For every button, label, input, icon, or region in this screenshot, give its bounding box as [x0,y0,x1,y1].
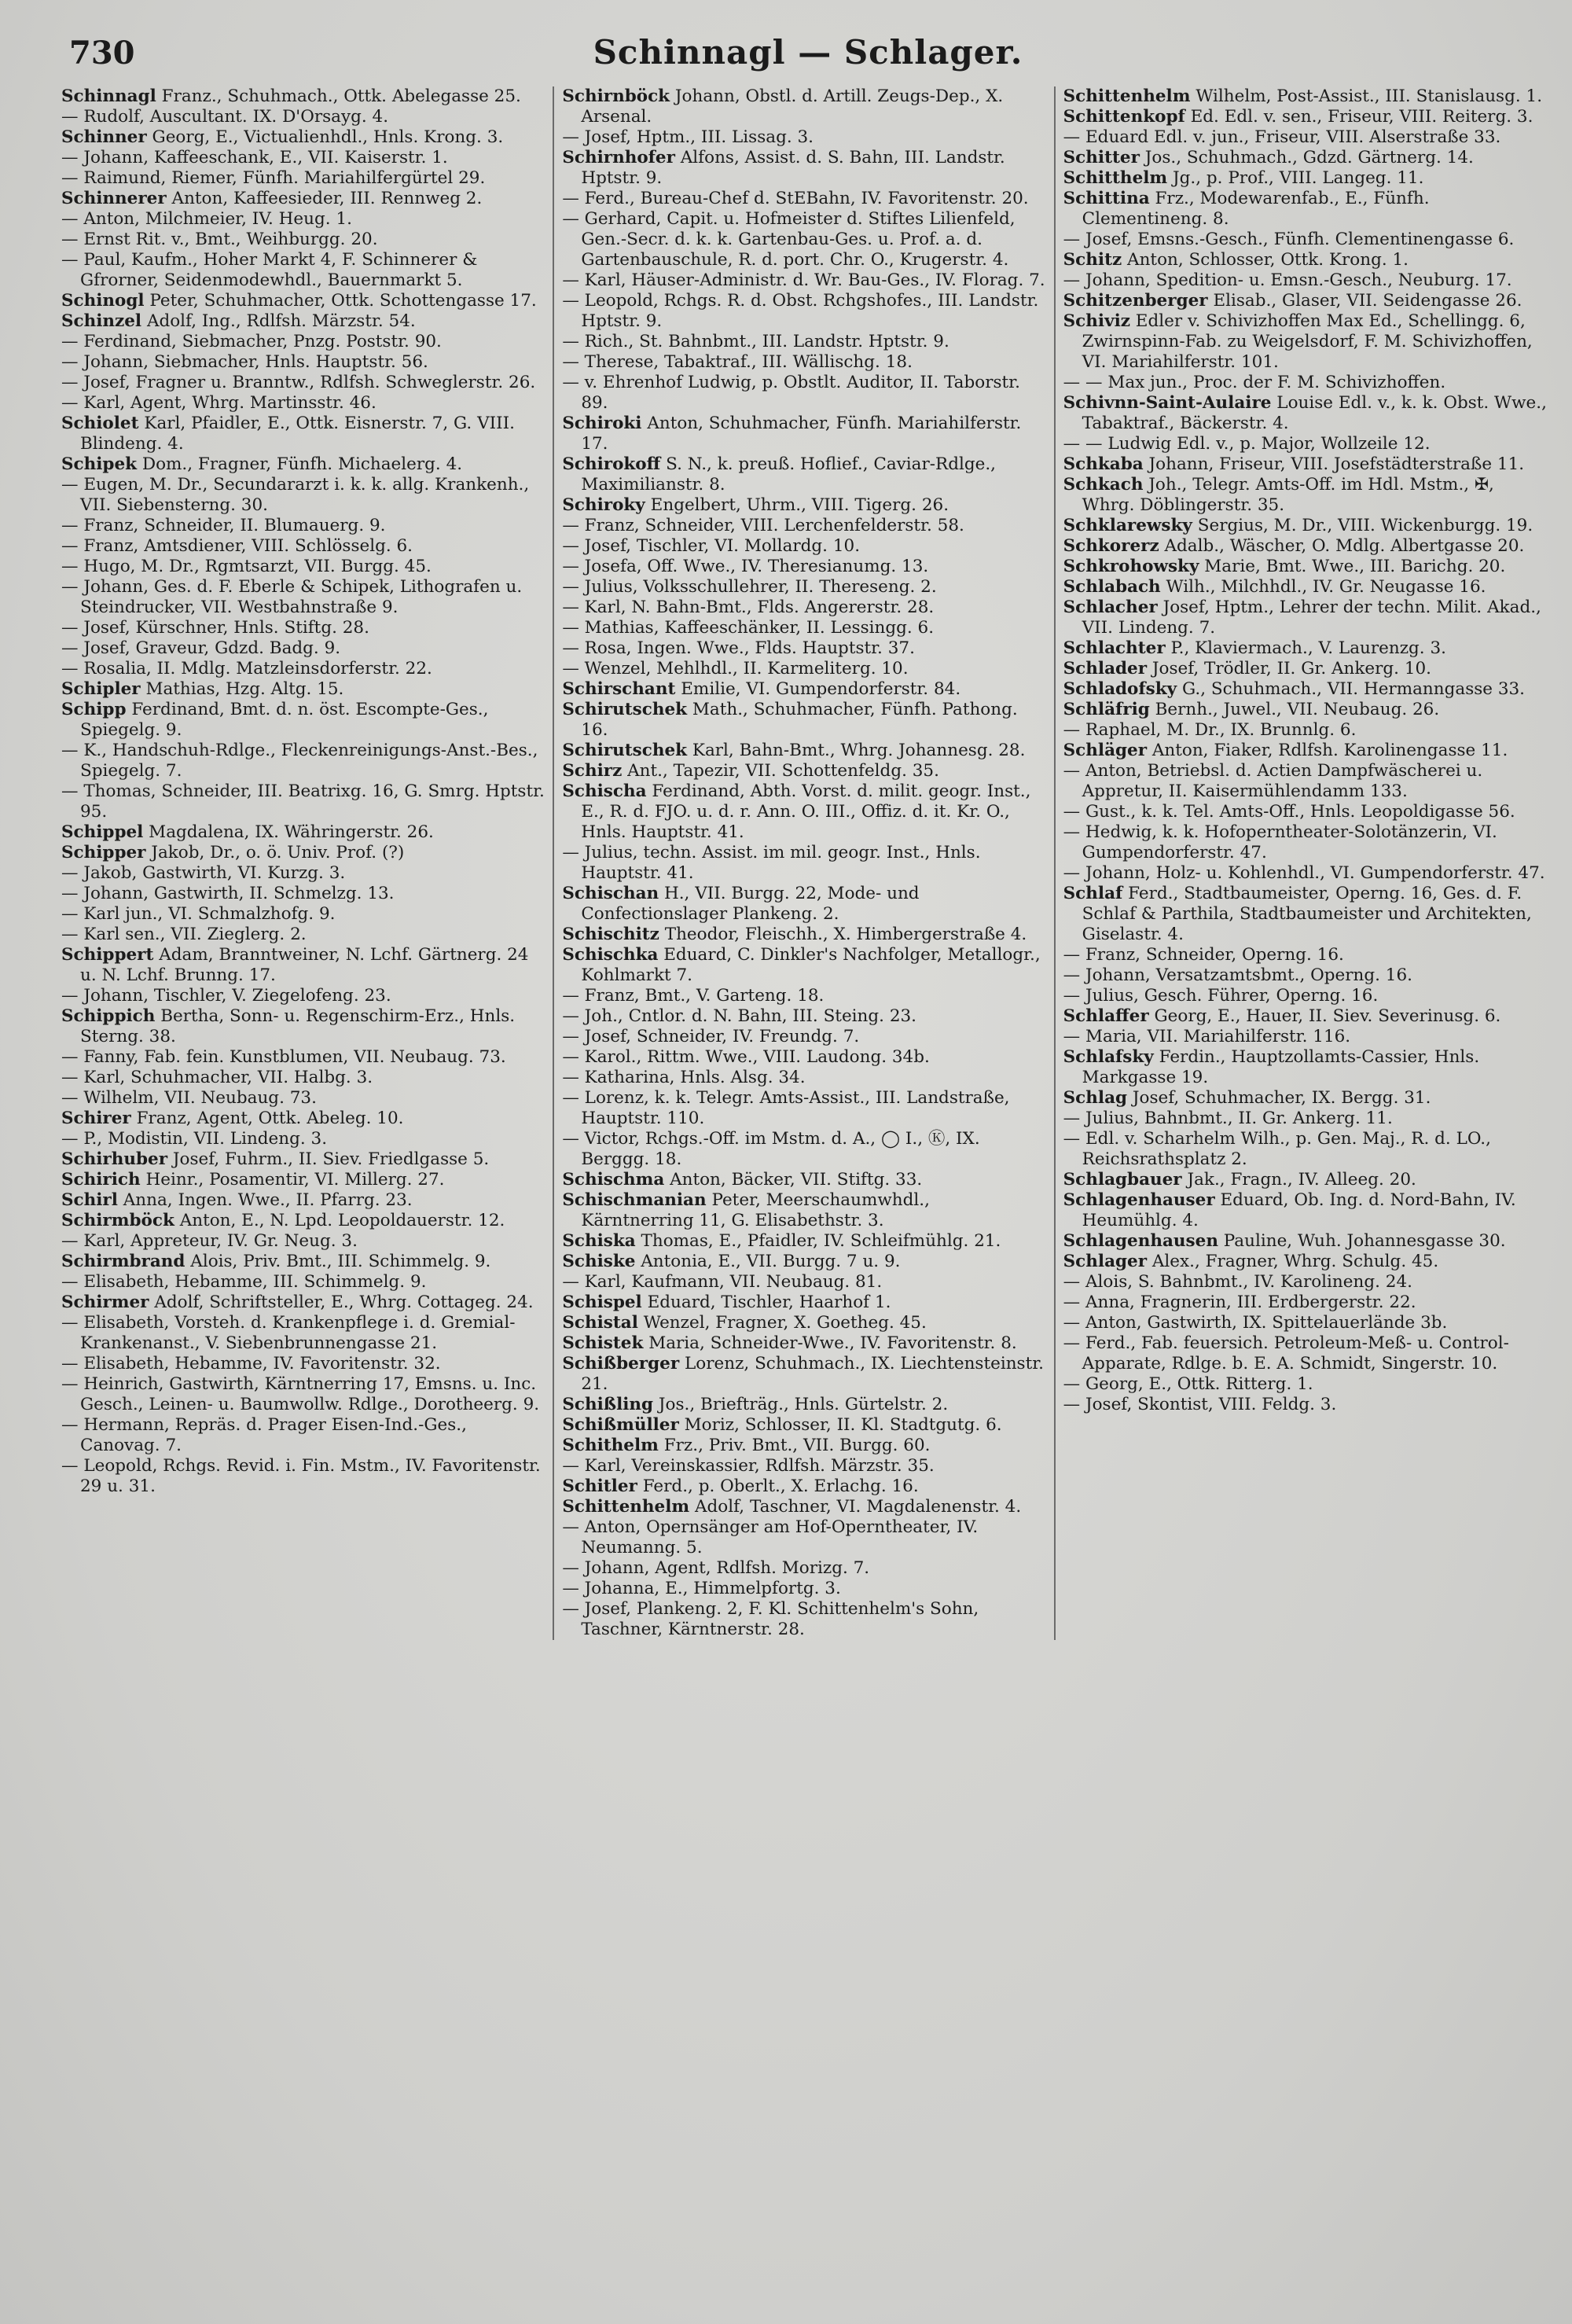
directory-entry: Schitler Ferd., p. Oberlt., X. Erlachg. 16. [562,1476,919,1496]
directory-entry: — Paul, Kaufm., Hoher Markt 4, F. Schinnerer & Gfrorner, Seidenmodewhdl., Bauernmarkt 5. [61,250,478,290]
directory-entry: Schlag Josef, Schuhmacher, IX. Bergg. 31. [1063,1088,1431,1108]
directory-entry: — Franz, Bmt., V. Garteng. 18. [562,986,825,1006]
directory-entry: Schittenkopf Ed. Edl. v. sen., Friseur, VIII. Reiterg. 3. [1063,107,1533,127]
directory-entry: — Karol., Rittm. Wwe., VIII. Laudong. 34b. [562,1047,930,1067]
directory-entry: — Karl, Häuser-Administr. d. Wr. Bau-Ges., IV. Florag. 7. [562,270,1045,290]
directory-entry: — Katharina, Hnls. Alsg. 34. [562,1068,806,1087]
directory-entry: Schiska Thomas, E., Pfaidler, IV. Schleifmühlg. 21. [562,1231,1001,1251]
directory-entry: — Karl sen., VII. Zieglerg. 2. [61,925,307,944]
directory-entry: — Hugo, M. Dr., Rgmtsarzt, VII. Burgg. 45. [61,557,432,576]
directory-entry: — Julius, techn. Assist. im mil. geogr. Inst., Hnls. Hauptstr. 41. [562,843,981,883]
directory-entry: — Franz, Amtsdiener, VIII. Schlösselg. 6. [61,536,413,556]
directory-entry: — Franz, Schneider, Operng. 16. [1063,945,1344,965]
directory-entry: — Georg, E., Ottk. Ritterg. 1. [1063,1374,1313,1394]
directory-entry: — Ferd., Fab. feuersich. Petroleum-Meß- u. Control-Apparate, Rdlge. b. E. A. Schmidt, Singerstr. 10. [1063,1333,1509,1373]
directory-entry: — Ernst Rit. v., Bmt., Weihburgg. 20. [61,230,378,249]
directory-entry: Schischan H., VII. Burgg. 22, Mode- und Confectionslager Plankeng. 2. [562,884,920,924]
directory-entry: Schirokoff S. N., k. preuß. Hoflief., Caviar-Rdlge., Maximilianstr. 8. [562,454,997,495]
directory-entry: Schirmbrand Alois, Priv. Bmt., III. Schimmelg. 9. [61,1252,491,1271]
directory-entry: — Rudolf, Auscultant. IX. D'Orsayg. 4. [61,107,389,127]
directory-entry: Schinnagl Franz., Schuhmach., Ottk. Abelegasse 25. [61,86,521,106]
directory-entry: — Anton, Gastwirth, IX. Spittelauerlände 3b. [1063,1313,1448,1333]
directory-entry: Schläfrig Bernh., Juwel., VII. Neubaug. 26. [1063,700,1440,719]
column-2 [562,86,1055,1640]
directory-entry: — Eugen, M. Dr., Secundararzt i. k. k. allg. Krankenh., VII. Siebensterng. 30. [61,475,530,515]
directory-entry: Schirnböck Johann, Obstl. d. Artill. Zeugs-Dep., X. Arsenal. [562,86,1004,127]
directory-entry: — Karl, N. Bahn-Bmt., Flds. Angererstr. 28. [562,598,935,617]
directory-entry: — Josef, Graveur, Gdzd. Badg. 9. [61,638,341,658]
directory-entry: — — Ludwig Edl. v., p. Major, Wollzeile 12. [1063,434,1431,454]
directory-entry: Schipek Dom., Fragner, Fünfh. Michaelerg. 4. [61,454,463,474]
directory-entry: — Karl, Vereinskassier, Rdlfsh. Märzstr. 35. [562,1456,935,1476]
directory-entry: — Victor, Rchgs.-Off. im Mstm. d. A., ◯ I., Ⓚ, IX. Berggg. 18. [562,1129,980,1169]
directory-entry: — Johann, Siebmacher, Hnls. Hauptstr. 56. [61,352,428,372]
directory-entry: Schkach Joh., Telegr. Amts-Off. im Hdl. Mstm., ✠, Whrg. Döblingerstr. 35. [1063,475,1494,515]
directory-entry: — Josef, Hptm., III. Lissag. 3. [562,127,814,147]
directory-entry: — Raimund, Riemer, Fünfh. Mariahilfergürtel 29. [61,168,486,188]
directory-entry: — Heinrich, Gastwirth, Kärntnerring 17, Emsns. u. Inc. Gesch., Leinen- u. Baumwollw. Rdlge., Dorotheerg. 9. [61,1374,540,1414]
directory-entry: Schlaf Ferd., Stadtbaumeister, Operng. 16, Ges. d. F. Schlaf & Parthila, Stadtbaumeister und Architekten, Giselastr. 4. [1063,884,1532,944]
page-number: 730 [69,35,135,72]
page-header [61,30,1555,86]
directory-entry: Schittenhelm Wilhelm, Post-Assist., III. Stanislausg. 1. [1063,86,1543,106]
directory-entry: — v. Ehrenhof Ludwig, p. Obstlt. Auditor, II. Taborstr. 89. [562,373,1020,413]
directory-entry: — Karl, Agent, Whrg. Martinsstr. 46. [61,393,376,413]
directory-entry: Schlachter P., Klaviermach., V. Laurenzg. 3. [1063,638,1446,658]
directory-entry: Schkorerz Adalb., Wäscher, O. Mdlg. Albertgasse 20. [1063,536,1525,556]
directory-entry: — Hedwig, k. k. Hofoperntheater-Solotänzerin, VI. Gumpendorferstr. 47. [1063,822,1497,862]
directory-entry: Schirutschek Karl, Bahn-Bmt., Whrg. Johannesg. 28. [562,741,1026,760]
directory-entry: Schitz Anton, Schlosser, Ottk. Krong. 1. [1063,250,1409,270]
directory-entry: — Joh., Cntlor. d. N. Bahn, III. Steing. 23. [562,1006,917,1026]
directory-entry: — Josefa, Off. Wwe., IV. Theresianumg. 13. [562,557,929,576]
directory-entry: — Wilhelm, VII. Neubaug. 73. [61,1088,317,1108]
directory-entry: Schinnerer Anton, Kaffeesieder, III. Rennweg 2. [61,189,483,208]
directory-entry: — Franz, Schneider, VIII. Lerchenfelderstr. 58. [562,516,964,535]
directory-entry: — Josef, Fragner u. Branntw., Rdlfsh. Schweglerstr. 26. [61,373,536,392]
directory-entry: Schißberger Lorenz, Schuhmach., IX. Liechtensteinstr. 21. [562,1354,1044,1394]
directory-entry: — Josef, Tischler, VI. Mollardg. 10. [562,536,861,556]
directory-entry: Schischitz Theodor, Fleischh., X. Himbergerstraße 4. [562,925,1027,944]
directory-entry: — — Max jun., Proc. der F. M. Schivizhoffen. [1063,373,1446,392]
directory-entry: — Ferdinand, Siebmacher, Pnzg. Poststr. 90. [61,332,442,351]
directory-entry: Schirich Heinr., Posamentir, VI. Millerg. 27. [61,1170,445,1190]
directory-entry: Schistek Maria, Schneider-Wwe., IV. Favoritenstr. 8. [562,1333,1017,1353]
directory-entry: Schiske Antonia, E., VII. Burgg. 7 u. 9. [562,1252,901,1271]
directory-entry: — Johanna, E., Himmelpfortg. 3. [562,1579,841,1598]
directory-entry: Schischa Ferdinand, Abth. Vorst. d. milit. geogr. Inst., E., R. d. FJO. u. d. r. Ann. O. III., Offiz. d. it. Kr. O., Hnls. Hauptstr. 41. [562,781,1031,842]
directory-entry: — Karl jun., VI. Schmalzhofg. 9. [61,904,336,924]
directory-entry: — Johann, Gastwirth, II. Schmelzg. 13. [61,884,395,903]
directory-entry: Schirl Anna, Ingen. Wwe., II. Pfarrg. 23. [61,1190,413,1210]
directory-entry: — Eduard Edl. v. jun., Friseur, VIII. Alserstraße 33. [1063,127,1501,147]
directory-entry: Schißling Jos., Briefträg., Hnls. Gürtelstr. 2. [562,1395,949,1414]
directory-entry: Schittenhelm Adolf, Taschner, VI. Magdalenenstr. 4. [562,1497,1022,1517]
directory-entry: — Johann, Versatzamtsbmt., Operng. 16. [1063,965,1412,985]
directory-entry: — Rosa, Ingen. Wwe., Flds. Hauptstr. 37. [562,638,915,658]
directory-entry: — Rich., St. Bahnbmt., III. Landstr. Hptstr. 9. [562,332,949,351]
directory-entry: — Josef, Kürschner, Hnls. Stiftg. 28. [61,618,369,638]
directory-entry: Schlager Alex., Fragner, Whrg. Schulg. 45. [1063,1252,1439,1271]
directory-entry: Schiroki Anton, Schuhmacher, Fünfh. Mariahilferstr. 17. [562,414,1022,454]
directory-entry: Schlafsky Ferdin., Hauptzollamts-Cassier, Hnls. Markgasse 19. [1063,1047,1480,1087]
directory-entry: Schitter Jos., Schuhmach., Gdzd. Gärtnerg. 14. [1063,148,1474,167]
directory-entry: Schirz Ant., Tapezir, VII. Schottenfeldg. 35. [562,761,939,781]
directory-entry: Schipper Jakob, Dr., o. ö. Univ. Prof. (?) [61,843,405,862]
directory-entry: Schittina Frz., Modewarenfab., E., Fünfh. Clementineng. 8. [1063,189,1430,229]
directory-entry: — Josef, Skontist, VIII. Feldg. 3. [1063,1395,1337,1414]
directory-entry: — Franz, Schneider, II. Blumauerg. 9. [61,516,386,535]
directory-entry: Schipp Ferdinand, Bmt. d. n. öst. Escompte-Ges., Spiegelg. 9. [61,700,489,740]
directory-entry: — Fanny, Fab. fein. Kunstblumen, VII. Neubaug. 73. [61,1047,506,1067]
directory-entry: — Anton, Betriebsl. d. Actien Dampfwäscherei u. Appretur, II. Kaisermühlendamm 133. [1063,761,1483,801]
directory-entry: Schinzel Adolf, Ing., Rdlfsh. Märzstr. 54. [61,311,416,331]
directory-entry: Schiviz Edler v. Schivizhoffen Max Ed., Schellingg. 6, Zwirnspinn-Fab. zu Weigelsdorf, F. M. Schivizhoffen, VI. Mariahilferstr. 101. [1063,311,1533,372]
directory-entry: Schivnn-Saint-Aulaire Louise Edl. v., k. k. Obst. Wwe., Tabaktraf., Bäckerstr. 4. [1063,393,1547,433]
directory-entry: — Josef, Plankeng. 2, F. Kl. Schittenhelm's Sohn, Taschner, Kärntnerstr. 28. [562,1599,979,1639]
directory-entry: Schirnhofer Alfons, Assist. d. S. Bahn, III. Landstr. Hptstr. 9. [562,148,1005,188]
directory-entry: Schippel Magdalena, IX. Währingerstr. 26. [61,822,434,842]
directory-entry: Schläger Anton, Fiaker, Rdlfsh. Karolinengasse 11. [1063,741,1508,760]
directory-entry: Schiolet Karl, Pfaidler, E., Ottk. Eisnerstr. 7, G. VIII. Blindeng. 4. [61,414,515,454]
directory-entry: Schirschant Emilie, VI. Gumpendorferstr. 84. [562,679,961,699]
directory-entry: — Johann, Tischler, V. Ziegelofeng. 23. [61,986,391,1006]
directory-entry: Schischmanian Peter, Meerschaumwhdl., Kärntnerring 11, G. Elisabethstr. 3. [562,1190,930,1230]
directory-entry: — Lorenz, k. k. Telegr. Amts-Assist., III. Landstraße, Hauptstr. 110. [562,1088,1010,1128]
column-3 [1063,86,1555,1640]
directory-entry: — Elisabeth, Vorsteh. d. Krankenpflege i. d. Gremial-Krankenanst., V. Siebenbrunnengasse 21. [61,1313,516,1353]
directory-entry: — Karl, Kaufmann, VII. Neubaug. 81. [562,1272,883,1292]
directory-entry: Schispel Eduard, Tischler, Haarhof 1. [562,1293,891,1312]
directory-entry: — Jakob, Gastwirth, VI. Kurzg. 3. [61,863,346,883]
directory-entry: Schinner Georg, E., Victualienhdl., Hnls. Krong. 3. [61,127,504,147]
directory-entry: Schlader Josef, Trödler, II. Gr. Ankerg. 10. [1063,659,1432,678]
directory-entry: — Johann, Holz- u. Kohlenhdl., VI. Gumpendorferstr. 47. [1063,863,1545,883]
directory-entry: — Karl, Schuhmacher, VII. Halbg. 3. [61,1068,373,1087]
directory-entry: Schipler Mathias, Hzg. Altg. 15. [61,679,344,699]
directory-entry: — Johann, Ges. d. F. Eberle & Schipek, Lithografen u. Steindrucker, VII. Westbahnstraße 9. [61,577,523,617]
directory-entry: — Leopold, Rchgs. Revid. i. Fin. Mstm., IV. Favoritenstr. 29 u. 31. [61,1456,541,1496]
directory-entry: — Johann, Spedition- u. Emsn.-Gesch., Neuburg. 17. [1063,270,1512,290]
directory-entry: — Mathias, Kaffeeschänker, II. Lessingg. 6. [562,618,935,638]
directory-entry: — Josef, Schneider, IV. Freundg. 7. [562,1027,860,1046]
directory-entry: — Anton, Opernsänger am Hof-Operntheater, IV. Neumanng. 5. [562,1517,979,1557]
directory-entry: — Anna, Fragnerin, III. Erdbergerstr. 22. [1063,1293,1416,1312]
directory-entry: Schkrohowsky Marie, Bmt. Wwe., III. Barichg. 20. [1063,557,1506,576]
directory-entry: — Julius, Bahnbmt., II. Gr. Ankerg. 11. [1063,1109,1393,1128]
directory-entry: — Wenzel, Mehlhdl., II. Karmeliterg. 10. [562,659,909,678]
directory-entry: — Ferd., Bureau-Chef d. StEBahn, IV. Favoritenstr. 20. [562,189,1029,208]
directory-entry: Schitzenberger Elisab., Glaser, VII. Seidengasse 26. [1063,291,1522,311]
directory-entry: Schirhuber Josef, Fuhrm., II. Siev. Friedlgasse 5. [61,1149,490,1169]
directory-entry: — Thomas, Schneider, III. Beatrixg. 16, G. Smrg. Hptstr. 95. [61,781,545,822]
directory-entry: — Therese, Tabaktraf., III. Wällischg. 18. [562,352,913,372]
directory-entry: Schithelm Frz., Priv. Bmt., VII. Burgg. 60. [562,1436,931,1455]
directory-entry: — Julius, Volksschullehrer, II. Thereseng. 2. [562,577,937,597]
running-head: Schinnagl — Schlager. [593,33,1023,72]
directory-entry: — Johann, Agent, Rdlfsh. Morizg. 7. [562,1558,870,1578]
directory-entry: — Josef, Emsns.-Gesch., Fünfh. Clementinengasse 6. [1063,230,1515,249]
column-1 [61,86,554,1640]
directory-entry: Schlacher Josef, Hptm., Lehrer der techn. Milit. Akad., VII. Lindeng. 7. [1063,598,1541,638]
directory-entry: — Karl, Appreteur, IV. Gr. Neug. 3. [61,1231,358,1251]
directory-entry: Schißmüller Moriz, Schlosser, II. Kl. Stadtgutg. 6. [562,1415,1002,1435]
directory-entry: — Elisabeth, Hebamme, III. Schimmelg. 9. [61,1272,427,1292]
directory-entry: — Gust., k. k. Tel. Amts-Off., Hnls. Leopoldigasse 56. [1063,802,1515,822]
directory-entry: Schirer Franz, Agent, Ottk. Abeleg. 10. [61,1109,404,1128]
directory-entry: Schirutschek Math., Schuhmacher, Fünfh. Pathong. 16. [562,700,1018,740]
directory-entry: Schischka Eduard, C. Dinkler's Nachfolger, Metallogr., Kohlmarkt 7. [562,945,1041,985]
directory-entry: Schlagbauer Jak., Fragn., IV. Alleeg. 20. [1063,1170,1416,1190]
directory-entry: — Rosalia, II. Mdlg. Matzleinsdorferstr. 22. [61,659,432,678]
directory-entry: — Alois, S. Bahnbmt., IV. Karolineng. 24. [1063,1272,1412,1292]
directory-entry: Schlagenhausen Pauline, Wuh. Johannesgasse 30. [1063,1231,1506,1251]
directory-entry: Schinogl Peter, Schuhmacher, Ottk. Schottengasse 17. [61,291,537,311]
directory-entry: — Johann, Kaffeeschank, E., VII. Kaiserstr. 1. [61,148,448,167]
directory-entry: — P., Modistin, VII. Lindeng. 3. [61,1129,328,1149]
directory-entry: Schippert Adam, Branntweiner, N. Lchf. Gärtnerg. 24 u. N. Lchf. Brunng. 17. [61,945,529,985]
directory-entry: Schistal Wenzel, Fragner, X. Goetheg. 45. [562,1313,927,1333]
directory-entry: Schlabach Wilh., Milchhdl., IV. Gr. Neugasse 16. [1063,577,1486,597]
directory-entry: — Leopold, Rchgs. R. d. Obst. Rchgshofes., III. Landstr. Hptstr. 9. [562,291,1039,331]
directory-entry: Schiroky Engelbert, Uhrm., VIII. Tigerg. 26. [562,495,949,515]
directory-entry: — Edl. v. Scharhelm Wilh., p. Gen. Maj., R. d. LO., Reichsrathsplatz 2. [1063,1129,1491,1169]
directory-entry: Schlagenhauser Eduard, Ob. Ing. d. Nord-Bahn, IV. Heumühlg. 4. [1063,1190,1516,1230]
directory-entry: Schischma Anton, Bäcker, VII. Stiftg. 33. [562,1170,923,1190]
directory-entry: — Gerhard, Capit. u. Hofmeister d. Stiftes Lilienfeld, Gen.-Secr. d. k. k. Gartenbau-Ges. u. Prof. a. d. Gartenbauschule, R. d. port. Chr. O., Krugerstr. 4. [562,209,1016,270]
directory-entry: Schirmböck Anton, E., N. Lpd. Leopoldauerstr. 12. [61,1211,505,1230]
directory-entry: — Hermann, Repräs. d. Prager Eisen-Ind.-Ges., Canovag. 7. [61,1415,467,1455]
directory-entry: Schlaffer Georg, E., Hauer, II. Siev. Severinusg. 6. [1063,1006,1501,1026]
directory-entry: Schirmer Adolf, Schriftsteller, E., Whrg. Cottageg. 24. [61,1293,534,1312]
directory-columns [61,86,1555,1640]
directory-entry: — Maria, VII. Mariahilferstr. 116. [1063,1027,1351,1046]
directory-entry: Schklarewsky Sergius, M. Dr., VIII. Wickenburgg. 19. [1063,516,1533,535]
directory-entry: Schladofsky G., Schuhmach., VII. Hermanngasse 33. [1063,679,1526,699]
directory-entry: — Elisabeth, Hebamme, IV. Favoritenstr. 32. [61,1354,441,1373]
directory-entry: — Raphael, M. Dr., IX. Brunnlg. 6. [1063,720,1357,740]
directory-entry: Schitthelm Jg., p. Prof., VIII. Langeg. 11. [1063,168,1424,188]
directory-entry: — Anton, Milchmeier, IV. Heug. 1. [61,209,352,229]
directory-entry: Schkaba Johann, Friseur, VIII. Josefstädterstraße 11. [1063,454,1525,474]
directory-entry: Schippich Bertha, Sonn- u. Regenschirm-Erz., Hnls. Sterng. 38. [61,1006,516,1046]
directory-entry: — K., Handschuh-Rdlge., Fleckenreinigungs-Anst.-Bes., Spiegelg. 7. [61,741,538,781]
directory-entry: — Julius, Gesch. Führer, Operng. 16. [1063,986,1379,1006]
